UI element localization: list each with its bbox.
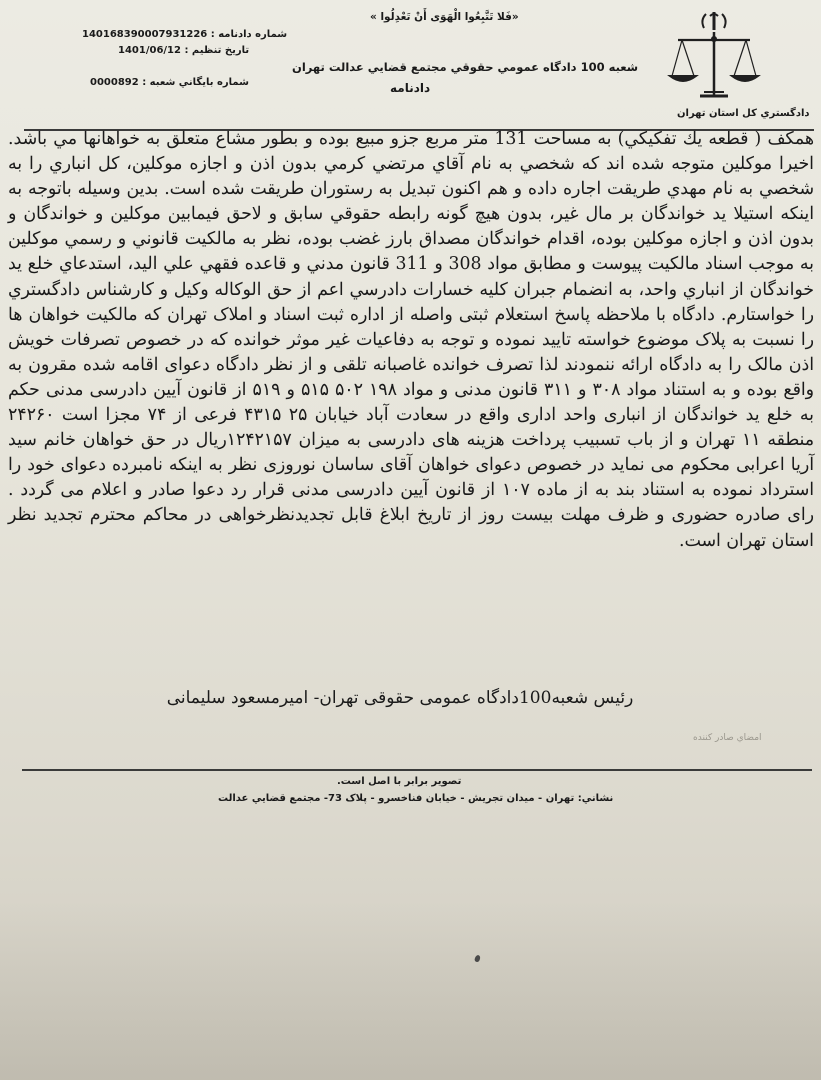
- footer-divider: [22, 769, 812, 771]
- scales-of-justice-icon: [664, 6, 764, 106]
- signature-label: امضاي صادر كننده: [693, 733, 762, 743]
- judiciary-emblem: [664, 6, 764, 106]
- branch-title: شعبه 100 دادگاه عمومي حقوقي مجتمع قضايي عدالت تهران: [292, 60, 639, 74]
- court-address: نشاني: تهران - ميدان تجريش - خيابان فناخسرو - پلاک 73- مجتمع قضايي عدالت: [218, 793, 614, 804]
- issue-date: تاريخ تنظيم : 1401/06/12: [118, 45, 250, 56]
- department-name: دادگستري كل استان تهران: [677, 108, 810, 119]
- archive-number: شماره بايگاني شعبه : 0000892: [90, 77, 249, 88]
- page-shadow: [0, 900, 821, 1080]
- document-title: دادنامه: [390, 81, 431, 95]
- certified-copy-note: تصوير برابر با اصل است.: [337, 776, 462, 787]
- verdict-body: همکف ( قطعه يك تفكيكي) به مساحت 131 متر مربع جزو مبيع بوده و بطور مشاع متعلق به خواهانها مي باشد. اخيرا موكلين متوجه شده اند كه شخصي به نام آقاي مرتضي كرمي بدون اذن و اجازه موكلين، كل انباري را به شخصي به نام مهدي طريقت اجاره داده و هم اكنون تبديل به رستوران طريقت شده است. بدين وسيله باتوجه به اينكه استيلا يد خواندگان بر مال غير، بدون هيچ گونه رابطه حقوقي سابق و لاحق فيمابين موكلين و خواندگان و بدون اذن و اجازه موكلين بوده، اقدام خواندگان مصداق بارز غضب بوده، نظر به مالكيت قانوني و رسمي موكلين به موجب اسناد مالكيت پيوست و مطابق مواد 308 و 311 قانون مدني و قاعده فقهي علي اليد، استدعاي خلع يد خواندگان از انباري واحد، به انضمام جبران كليه خسارات دادرسي اعم از حق الوكاله وكيل و كارشناس دادگستري را خواستارم. دادگاه با ملاحظه پاسخ استعلام ثبتی واصله از اداره ثبت اسناد و املاک تهران که مالکیت خواهان ها را نسبت به پلاک موضوع خواسته تایید نموده و توجه به دفاعیات غیر موثر خوانده که در خصوص تصرفات خویش اذن مالک را به دادگاه ارائه ننمودند لذا تصرف خوانده غاصبانه تلقی و از نظر دادگاه دعوای اقامه شده مقرون به واقع بوده و به استناد مواد ۳۰۸ و ۳۱۱ قانون مدنی و مواد ۱۹۸ ۵۰۲ ۵۱۵ و ۵۱۹ از قانون آیین دادرسی مدنی حکم به خلع ید خواندگان از انباری واحد اداری واقع در سعادت آباد خیابان ۲۵ ۴۳۱۵ فرعی از ۷۴ مجزا است ۲۴۲۶۰ منطقه ۱۱ تهران و از باب تسبیب پرداخت هزینه های دادرسی به میزان ۱۲۴۲۱۵۷ریال در حق خواهان خانم سید آریا اعرابی محکوم می نماید در خصوص دعوای خواهان آقای ساسان نوروزی نظر به اینکه نامبرده دعوای خود را استرداد نموده به استناد بند به از ماده ۱۰۷ از قانون آیین دادرسی مدنی قرار رد دعوا صادر و اعلام می گردد . رای صادره حضوری و ظرف مهلت بیست روز از تاریخ ابلاغ قابل تجدیدنظرخواهی در محاکم محترم تجدید نظر استان تهران است.: [8, 129, 815, 551]
- verdict-number: شماره دادنامه : 140168390007931226: [82, 29, 288, 40]
- header-quote: «فَلا تَتَّبِعُوا الْهَوَى أَنْ تَعْدِلُوا »: [370, 11, 519, 23]
- judge-signature-line: رئیس شعبه100دادگاه عمومی حقوقی تهران- امیرمسعود سلیمانی: [166, 688, 634, 708]
